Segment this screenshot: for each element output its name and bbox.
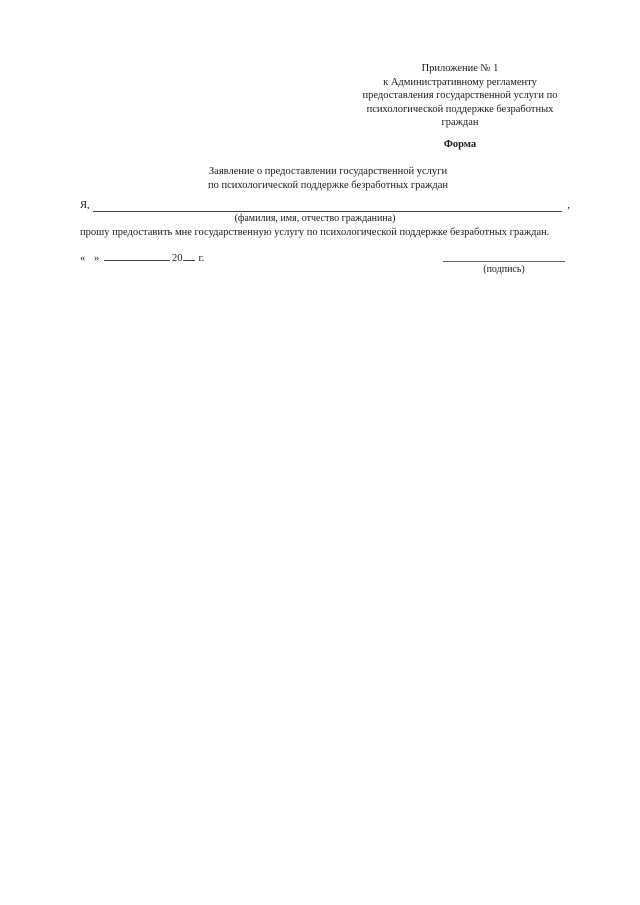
request-text: прошу предоставить мне государственную услугу по психологической поддержке безработных граждан. xyxy=(80,227,550,238)
document-title-line: по психологической поддержке безработных граждан xyxy=(208,179,448,191)
date-month-field[interactable] xyxy=(104,251,170,261)
signature-label: (подпись) xyxy=(483,264,525,275)
annex-header xyxy=(340,62,580,130)
annex-line: психологической поддержке безработных xyxy=(366,103,554,115)
signature-field[interactable] xyxy=(443,261,565,262)
applicant-suffix: , xyxy=(567,200,570,211)
annex-line: к Административному регламенту xyxy=(383,76,537,88)
annex-line: предоставления государственной услуги по xyxy=(362,90,558,101)
form-label: Форма xyxy=(443,139,477,150)
date-year-suffix: г. xyxy=(198,253,205,264)
applicant-name-hint: (фамилия, имя, отчество гражданина) xyxy=(234,213,396,224)
annex-line: граждан xyxy=(441,117,479,128)
date-year-field[interactable] xyxy=(183,251,195,261)
applicant-name-row xyxy=(80,200,570,214)
date-row xyxy=(80,251,204,264)
date-century: 20 xyxy=(172,253,183,264)
annex-line: Приложение № 1 xyxy=(421,63,499,74)
applicant-prefix: Я, xyxy=(80,200,90,211)
date-close-quote: » xyxy=(94,253,100,264)
document-title xyxy=(148,165,508,192)
document-title-line: Заявление о предоставлении государственной услуги xyxy=(208,166,448,177)
date-open-quote: « xyxy=(80,253,86,264)
applicant-name-field[interactable] xyxy=(93,211,562,212)
